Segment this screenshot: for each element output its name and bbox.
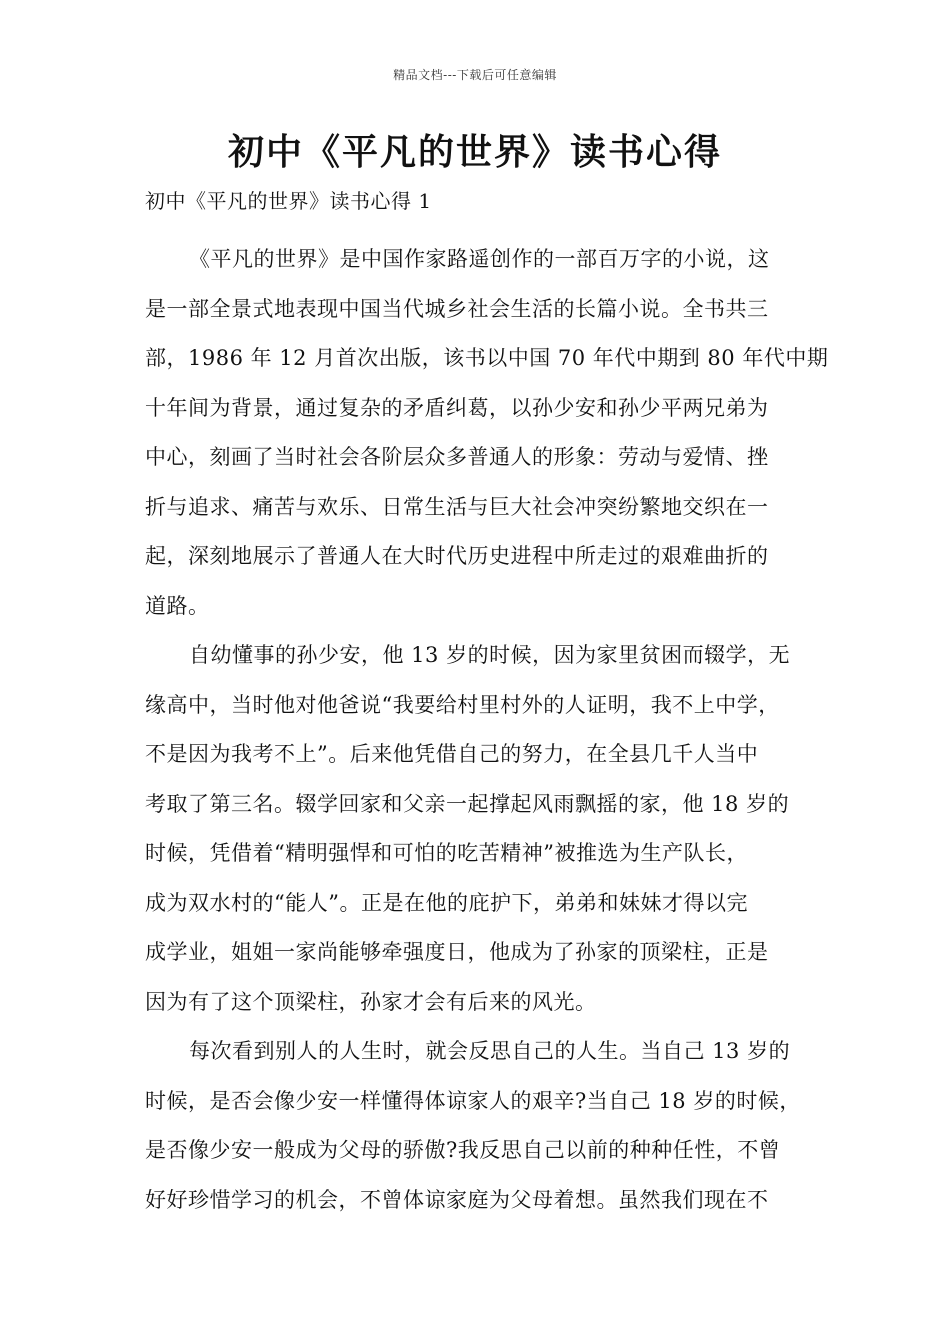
section-subtitle: 初中《平凡的世界》读书心得 1 <box>145 189 432 213</box>
paragraph-line: 每次看到别人的人生时，就会反思自己的人生。当自己 13 岁的 <box>189 1039 791 1063</box>
paragraph-line: 十年间为背景，通过复杂的矛盾纠葛，以孙少安和孙少平两兄弟为 <box>145 395 769 420</box>
paragraph-line: 中心，刻画了当时社会各阶层众多普通人的形象：劳动与爱情、挫 <box>145 445 769 469</box>
paragraph-line: 成为双水村的“能人”。正是在他的庇护下，弟弟和妹妹才得以完 <box>145 890 748 915</box>
body-text <box>145 235 829 1225</box>
header-note: 精品文档---下载后可任意编辑 <box>393 68 557 82</box>
paragraph-line: 时候，是否会像少安一样懂得体谅家人的艰辛?当自己 18 岁的时候， <box>145 1088 801 1113</box>
paragraph-line: 自幼懂事的孙少安，他 13 岁的时候，因为家里贫困而辍学，无 <box>189 643 791 667</box>
paragraph-line: 是一部全景式地表现中国当代城乡社会生活的长篇小说。全书共三 <box>145 296 769 321</box>
paragraph-2 <box>145 631 820 1027</box>
paragraph-line: 是否像少安一般成为父母的骄傲?我反思自己以前的种种任性，不曾 <box>145 1138 781 1162</box>
paragraph-line: 不是因为我考不上”。后来他凭借自己的努力，在全县几千人当中 <box>145 742 759 766</box>
paragraph-line: 道路。 <box>145 593 210 618</box>
paragraph-line: 时候，凭借着“精明强悍和可怕的吃苦精神”被推选为生产队长， <box>145 841 748 865</box>
paragraph-line: 考取了第三名。辍学回家和父亲一起撑起风雨飘摇的家，他 18 岁的 <box>145 791 790 816</box>
paragraph-line: 起，深刻地展示了普通人在大时代历史进程中所走过的艰难曲折的 <box>145 544 769 568</box>
paragraph-line: 折与追求、痛苦与欢乐、日常生活与巨大社会冲突纷繁地交织在一 <box>145 494 769 519</box>
paragraph-line: 缘高中，当时他对他爸说“我要给村里村外的人证明，我不上中学， <box>145 692 780 717</box>
paragraph-line: 部，1986 年 12 月首次出版，该书以中国 70 年代中期到 80 年代中期 <box>145 346 829 370</box>
paragraph-line: 好好珍惜学习的机会，不曾体谅家庭为父母着想。虽然我们现在不 <box>145 1187 769 1212</box>
page-title: 初中《平凡的世界》读书心得 <box>227 131 722 173</box>
paragraph-line: 成学业，姐姐一家尚能够牵强度日，他成为了孙家的顶梁柱，正是 <box>145 940 769 964</box>
paragraph-3 <box>145 1027 820 1225</box>
paragraph-1 <box>145 235 829 631</box>
paragraph-line: 《平凡的世界》是中国作家路遥创作的一部百万字的小说，这 <box>189 247 770 271</box>
paragraph-line: 因为有了这个顶梁柱，孙家才会有后来的风光。 <box>145 989 597 1014</box>
